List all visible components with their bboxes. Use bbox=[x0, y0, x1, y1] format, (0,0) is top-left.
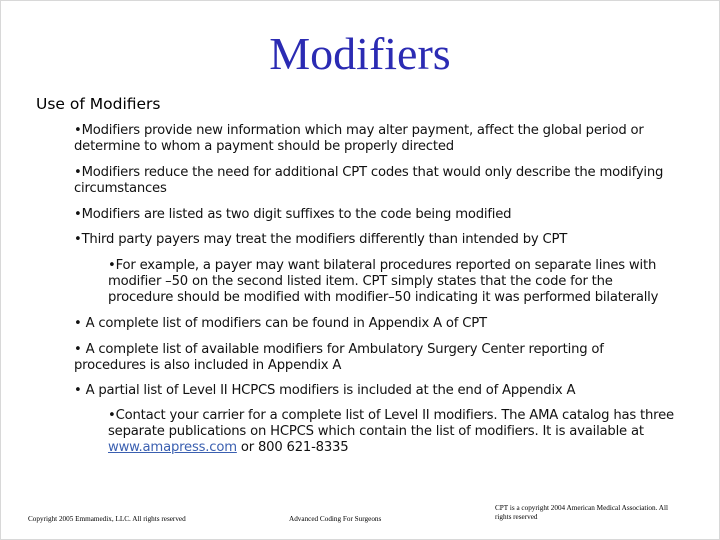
sub-bullet-item: •For example, a payer may want bilateral procedures reported on separate lines with modifier –50 on the second listed item. CPT simply states that the code for the procedure should be modified with modifier–50 indicating it was performed bilaterally bbox=[108, 258, 659, 305]
contact-text: •Contact your carrier for a complete list of Level II modifiers. The AMA catalog has three separate publications on HCPCS which contain the list of modifiers. It is available at bbox=[108, 408, 674, 439]
bullet-item: • A complete list of available modifiers for Ambulatory Surgery Center reporting of procedures is also included in Appendix A bbox=[74, 342, 604, 373]
amapress-link[interactable]: www.amapress.com bbox=[108, 440, 237, 455]
bullet-item: •Third party payers may treat the modifiers differently than intended by CPT bbox=[74, 232, 568, 247]
bullet-item: •Modifiers provide new information which may alter payment, affect the global period or determine to whom a payment should be properly directed bbox=[74, 123, 644, 154]
bullet-item: • A complete list of modifiers can be found in Appendix A of CPT bbox=[74, 316, 487, 331]
phone-text: or 800 621-8335 bbox=[240, 440, 349, 455]
bullet-item: • A partial list of Level II HCPCS modifiers is included at the end of Appendix A bbox=[74, 383, 576, 398]
slide-title: Modifiers bbox=[269, 28, 451, 79]
footer-center: Advanced Coding For Surgeons bbox=[289, 515, 382, 523]
sub-bullet-item bbox=[108, 408, 678, 456]
footer-cpt: CPT is a copyright 2004 American Medical Association. All rights reserved bbox=[495, 504, 668, 521]
bullet-item: •Modifiers reduce the need for additional CPT codes that would only describe the modifying circumstances bbox=[74, 165, 664, 196]
bullet-item: •Modifiers are listed as two digit suffixes to the code being modified bbox=[74, 207, 512, 222]
section-heading: Use of Modifiers bbox=[36, 95, 161, 113]
footer-copyright: Copyright 2005 Emmamedix, LLC. All rights reserved bbox=[28, 515, 186, 523]
